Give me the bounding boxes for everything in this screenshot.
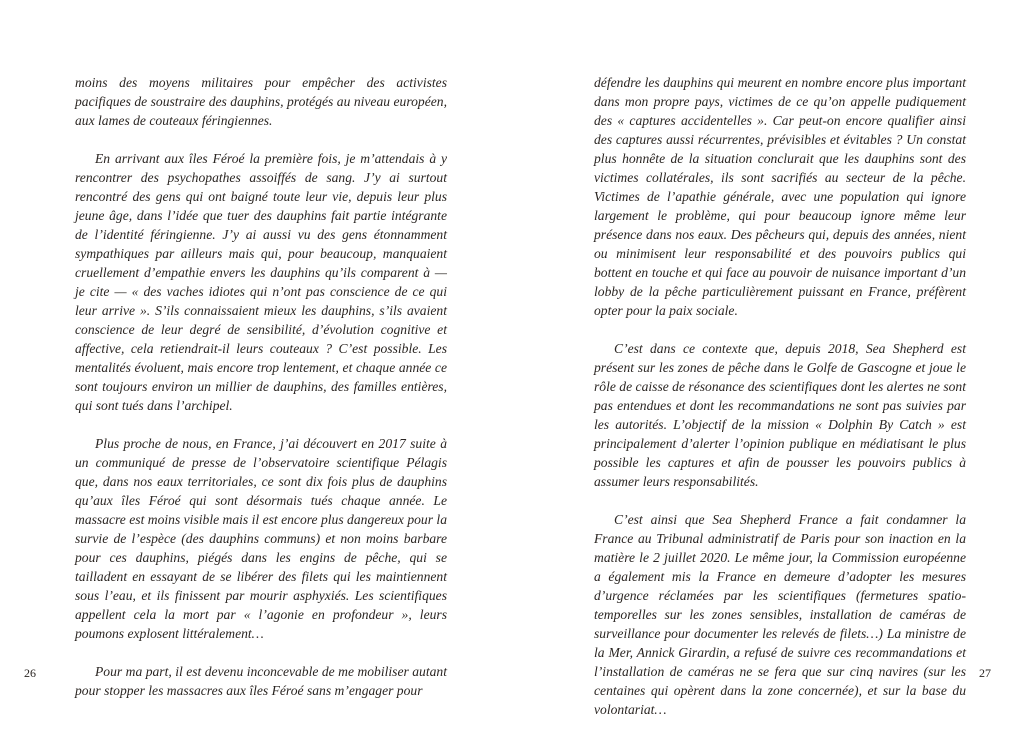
- paragraph: C’est dans ce contexte que, depuis 2018, Sea Shepherd est présent sur les zones de pêche dans le Golfe de Gascogne et joue le rôle de caisse de résonance des scientifiques dont les alertes ne sont pas entendues et dont les recommandations ne sont pas suivies par les autorités. L’objectif de la mission « Dolphin By Catch » est principalement d’alerter l’opinion publique en médiatisant le plus possible les captures et afin de pousser les pouvoirs publics à assumer leurs responsabilités.: [594, 341, 966, 489]
- right-text-column: [594, 73, 966, 719]
- paragraph: Plus proche de nous, en France, j’ai découvert en 2017 suite à un communiqué de presse de l’observatoire scientifique Pélagis que, dans nos eaux territoriales, ce sont dix fois plus de dauphins qu’aux îles Féroé qui sont désormais tués chaque année. Le massacre est moins visible mais il est encore plus dangereux pour la survie de l’espèce (des dauphins communs) et non moins barbare pour ces dauphins, piégés dans les engins de pêche, qui se tailladent en essayant de se libérer des filets qui les maintiennent sous l’eau, et ils finissent par mourir asphyxiés. Les scientifiques appellent cela la mort par « l’agonie en profondeur », leurs poumons explosent littéralement…: [75, 436, 447, 641]
- paragraph: défendre les dauphins qui meurent en nombre encore plus important dans mon propre pays, victimes de ce qu’on appelle pudiquement des « captures accidentelles ». Car peut-on encore qualifier ainsi des captures aussi récurrentes, prévisibles et évitables ? Un constat plus honnête de la situation conclurait que les dauphins sont des victimes collatérales, ils sont sacrifiés au secteur de la pêche. Victimes de l’apathie générale, avec une population qui ignore largement le problème, qui pour beaucoup ignore même leur présence dans nos eaux. Des pêcheurs qui, depuis des années, nient ou minimisent leur responsabilité et des pouvoirs publics qui bottent en touche et qui face au pouvoir de nuisance important d’un lobby de la pêche particulièrement puissant en France, préfèrent opter pour la paix sociale.: [594, 75, 966, 318]
- paragraph: C’est ainsi que Sea Shepherd France a fait condamner la France au Tribunal administratif de Paris pour son inaction en la matière le 2 juillet 2020. Le même jour, la Commission européenne a également mis la France en demeure d’adopter les mesures d’urgence réclamées par les scientifiques (fermetures spatio-temporelles sur les zones sensibles, installation de caméras de surveillance pour documenter les relevés de filets…) La ministre de la Mer, Annick Girardin, a refusé de suivre ces recommandations et l’installation de caméras ne se fera que sur cinq navires (sur les centaines qui opèrent dans la zone concernée), et sur la base du volontariat…: [594, 512, 966, 717]
- page-number: 27: [979, 666, 991, 680]
- right-page: [512, 0, 1024, 741]
- paragraph: moins des moyens militaires pour empêcher des activistes pacifiques de soustraire des dauphins, protégés au niveau européen, aux lames de couteaux féringiennes.: [75, 75, 447, 128]
- paragraph: Pour ma part, il est devenu inconcevable de me mobiliser autant pour stopper les massacres aux îles Féroé sans m’engager pour: [75, 664, 447, 698]
- page-number: 26: [24, 666, 36, 680]
- paragraph: En arrivant aux îles Féroé la première fois, je m’attendais à y rencontrer des psychopathes assoiffés de sang. J’y ai surtout rencontré des gens qui ont baigné toute leur vie, depuis leur plus jeune âge, dans l’idée que tuer des dauphins fait partie intégrante de l’identité féringienne. J’y ai aussi vu des gens étonnamment sympathiques par ailleurs mais qui, pour beaucoup, manquaient cruellement d’empathie envers les dauphins qu’ils comparent à — je cite — « des vaches idiotes qui n’ont pas conscience de ce qui leur arrive ». S’ils connaissaient mieux les dauphins, s’ils avaient conscience de leur degré de sensibilité, d’évolution cognitive et affective, cela retiendrait-il leurs couteaux ? C’est possible. Les mentalités évoluent, mais encore trop lentement, et chaque année ce sont toujours environ un millier de dauphins, des familles entières, qui sont tués dans l’archipel.: [75, 151, 447, 413]
- left-text-column: [75, 73, 447, 700]
